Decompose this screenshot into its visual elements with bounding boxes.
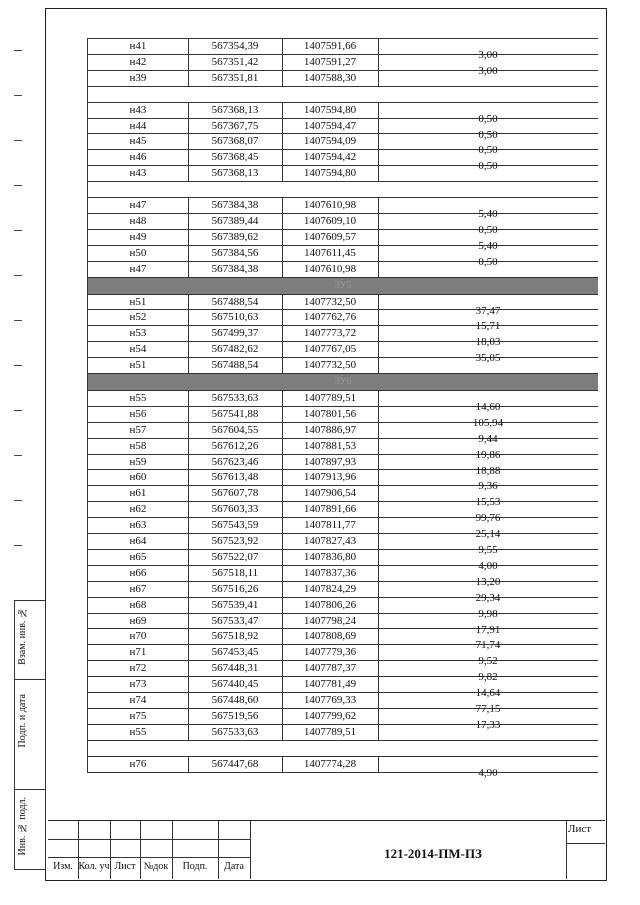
point-name-cell: н39 (88, 71, 189, 86)
table-section-row (88, 374, 598, 391)
point-name-cell: н47 (88, 262, 189, 277)
coord-x-cell: 567354,39 (188, 39, 283, 54)
coord-x-cell: 567482,62 (188, 342, 283, 357)
coord-y-cell: 1407594,09 (282, 134, 379, 149)
segment-length-cell (378, 262, 598, 277)
coord-x-cell: 567516,26 (188, 582, 283, 597)
coord-x-cell: 567488,54 (188, 358, 283, 373)
coord-x-cell: 567351,42 (188, 55, 283, 70)
point-name-cell: н52 (88, 310, 189, 325)
coord-y-cell: 1407836,80 (282, 550, 379, 565)
segment-length-cell: 9,55 (478, 544, 498, 557)
segment-length-cell: 9,36 (478, 480, 498, 493)
sheet-label: Лист (568, 823, 592, 835)
margin-tick (14, 365, 22, 366)
coord-y-cell: 1407611,45 (282, 246, 379, 261)
point-name-cell: н44 (88, 119, 189, 134)
coord-y-cell: 1407806,26 (282, 598, 379, 613)
table-row (88, 757, 598, 779)
segment-length-cell: 99,76 (475, 512, 501, 525)
segment-length-cell: 17,33 (475, 718, 501, 731)
table-row (88, 310, 598, 333)
point-name-cell: н62 (88, 502, 189, 517)
stamp-header-docnum: №док (143, 861, 169, 872)
point-name-cell: н66 (88, 566, 189, 581)
point-name-cell: н61 (88, 486, 189, 501)
segment-length-cell: 15,71 (475, 320, 501, 333)
table-row (88, 230, 598, 252)
coord-x-cell: 567440,45 (188, 677, 283, 692)
segment-length-cell: 71,74 (475, 639, 501, 652)
segment-length-cell: 0,50 (478, 160, 498, 173)
point-name-cell: н51 (88, 295, 189, 310)
table-separator-row (88, 182, 598, 198)
table-row (88, 550, 598, 572)
table-row (88, 166, 598, 182)
coord-y-cell: 1407801,56 (282, 407, 379, 422)
stamp-header-date: Дата (224, 861, 244, 872)
section-label: ЗУ6 (334, 376, 352, 388)
point-name-cell: н47 (88, 198, 189, 213)
table-row (88, 55, 598, 77)
point-name-cell: н41 (88, 39, 189, 54)
coord-x-cell: 567523,92 (188, 534, 283, 549)
coord-y-cell: 1407767,05 (282, 342, 379, 357)
table-separator-row (88, 741, 598, 757)
point-name-cell: н70 (88, 629, 189, 644)
coord-x-cell: 567447,68 (188, 757, 283, 772)
table-row (88, 119, 598, 141)
point-name-cell: н53 (88, 326, 189, 341)
margin-tick (14, 140, 22, 141)
side-label-inv: Инв. № подл. (17, 797, 28, 856)
stamp-header-count: Кол. уч (78, 861, 110, 872)
side-cell-inv (15, 789, 45, 869)
coord-y-cell: 1407897,93 (282, 455, 379, 470)
coord-y-cell: 1407588,30 (282, 71, 379, 86)
table-row (88, 629, 598, 652)
segment-length-cell: 18,03 (475, 336, 501, 349)
coord-x-cell: 567604,55 (188, 423, 283, 438)
segment-length-cell (378, 166, 598, 181)
coord-y-cell: 1407610,98 (282, 198, 379, 213)
coord-y-cell: 1407789,51 (282, 391, 379, 406)
table-row (88, 486, 598, 509)
segment-length-cell: 14,60 (475, 401, 501, 414)
segment-length-cell: 9,98 (478, 607, 498, 620)
segment-length-cell: 14,64 (475, 687, 501, 700)
coord-x-cell: 567488,54 (188, 295, 283, 310)
table-row (88, 693, 598, 715)
point-name-cell: н68 (88, 598, 189, 613)
coord-y-cell: 1407781,49 (282, 677, 379, 692)
point-name-cell: н50 (88, 246, 189, 261)
point-name-cell: н49 (88, 230, 189, 245)
coord-y-cell: 1407837,36 (282, 566, 379, 581)
segment-length-cell: 37,47 (475, 304, 501, 317)
table-row (88, 71, 598, 87)
coord-x-cell: 567368,13 (188, 166, 283, 181)
coord-y-cell: 1407732,50 (282, 295, 379, 310)
point-name-cell: н43 (88, 103, 189, 118)
segment-length-cell: 15,53 (475, 496, 501, 509)
coord-x-cell: 567384,56 (188, 246, 283, 261)
segment-length-cell: 3,00 (478, 64, 498, 77)
coord-y-cell: 1407787,37 (282, 661, 379, 676)
coord-y-cell: 1407774,28 (282, 757, 379, 772)
coord-x-cell: 567603,33 (188, 502, 283, 517)
coord-y-cell: 1407769,33 (282, 693, 379, 708)
side-label-sign: Подп. и дата (17, 694, 28, 748)
point-name-cell: н57 (88, 423, 189, 438)
segment-length-cell (378, 358, 598, 373)
coord-y-cell: 1407732,50 (282, 358, 379, 373)
segment-length-cell: 35,05 (475, 352, 501, 365)
coord-y-cell: 1407891,66 (282, 502, 379, 517)
coord-x-cell: 567368,07 (188, 134, 283, 149)
margin-tick (14, 230, 22, 231)
segment-length-cell: 77,15 (475, 702, 501, 715)
coord-y-cell: 1407881,53 (282, 439, 379, 454)
table-row (88, 725, 598, 741)
coord-y-cell: 1407594,42 (282, 150, 379, 165)
coord-y-cell: 1407594,47 (282, 119, 379, 134)
coord-x-cell: 567518,92 (188, 629, 283, 644)
segment-length-cell (378, 725, 598, 740)
margin-tick (14, 410, 22, 411)
coord-x-cell: 567368,13 (188, 103, 283, 118)
document-code: 121-2014-ПМ-ПЗ (384, 846, 482, 861)
segment-length-cell: 0,50 (478, 224, 498, 237)
coord-y-cell: 1407762,76 (282, 310, 379, 325)
point-name-cell: н59 (88, 455, 189, 470)
point-name-cell: н76 (88, 757, 189, 772)
coord-y-cell: 1407886,97 (282, 423, 379, 438)
stamp-header-sheet: Лист (114, 861, 136, 872)
point-name-cell: н55 (88, 391, 189, 406)
margin-tick (14, 545, 22, 546)
coord-y-cell: 1407913,96 (282, 470, 379, 485)
table-row (88, 709, 598, 731)
table-section-row (88, 278, 598, 295)
table-row (88, 661, 598, 684)
point-name-cell: н42 (88, 55, 189, 70)
table-row (88, 246, 598, 268)
coord-x-cell: 567519,56 (188, 709, 283, 724)
segment-length-cell: 29,34 (475, 591, 501, 604)
segment-length-cell: 105,94 (472, 416, 504, 429)
table-row (88, 262, 598, 278)
table-row (88, 342, 598, 365)
coord-y-cell: 1407779,36 (282, 645, 379, 660)
coord-x-cell: 567384,38 (188, 262, 283, 277)
coord-y-cell: 1407906,54 (282, 486, 379, 501)
point-name-cell: н65 (88, 550, 189, 565)
point-name-cell: н73 (88, 677, 189, 692)
segment-length-cell: 4,00 (478, 559, 498, 572)
coord-x-cell: 567368,45 (188, 150, 283, 165)
point-name-cell: н74 (88, 693, 189, 708)
table-row (88, 134, 598, 157)
segment-length-cell: 18,88 (475, 464, 501, 477)
coord-x-cell: 567510,63 (188, 310, 283, 325)
point-name-cell: н63 (88, 518, 189, 533)
side-label-replace: Взам. инв. № (17, 607, 28, 665)
coord-y-cell: 1407591,27 (282, 55, 379, 70)
coord-x-cell: 567351,81 (188, 71, 283, 86)
coord-y-cell: 1407609,57 (282, 230, 379, 245)
segment-length-cell: 13,20 (475, 575, 501, 588)
coord-x-cell: 567384,38 (188, 198, 283, 213)
point-name-cell: н56 (88, 407, 189, 422)
table-row (88, 598, 598, 620)
margin-tick (14, 320, 22, 321)
point-name-cell: н75 (88, 709, 189, 724)
coord-x-cell: 567522,07 (188, 550, 283, 565)
coord-y-cell: 1407811,77 (282, 518, 379, 533)
side-cell-sign (15, 679, 45, 790)
coord-x-cell: 567543,59 (188, 518, 283, 533)
point-name-cell: н48 (88, 214, 189, 229)
segment-length-cell: 0,50 (478, 144, 498, 157)
point-name-cell: н64 (88, 534, 189, 549)
table-row (88, 502, 598, 525)
coord-x-cell: 567539,41 (188, 598, 283, 613)
coord-y-cell: 1407808,69 (282, 629, 379, 644)
coord-y-cell: 1407594,80 (282, 103, 379, 118)
coord-x-cell: 567518,11 (188, 566, 283, 581)
coord-x-cell: 567389,62 (188, 230, 283, 245)
coordinates-table (87, 38, 598, 779)
coord-x-cell: 567533,63 (188, 725, 283, 740)
coord-x-cell: 567607,78 (188, 486, 283, 501)
table-row (88, 470, 598, 493)
coord-x-cell: 567448,60 (188, 693, 283, 708)
coord-x-cell: 567533,63 (188, 391, 283, 406)
segment-length-cell: 0,50 (478, 112, 498, 125)
margin-tick (14, 455, 22, 456)
point-name-cell: н55 (88, 725, 189, 740)
segment-length-cell: 9,82 (478, 671, 498, 684)
table-row (88, 423, 598, 445)
point-name-cell: н67 (88, 582, 189, 597)
point-name-cell: н45 (88, 134, 189, 149)
coord-x-cell: 567612,26 (188, 439, 283, 454)
side-stamp (14, 600, 46, 870)
section-label: ЗУ5 (334, 279, 352, 291)
margin-tick (14, 95, 22, 96)
stamp-header-sign: Подп. (182, 861, 208, 872)
coord-y-cell: 1407591,66 (282, 39, 379, 54)
coord-y-cell: 1407773,72 (282, 326, 379, 341)
point-name-cell: н54 (88, 342, 189, 357)
segment-length-cell: 9,52 (478, 655, 498, 668)
point-name-cell: н58 (88, 439, 189, 454)
table-row (88, 39, 598, 61)
margin-tick (14, 50, 22, 51)
margin-tick (14, 185, 22, 186)
coord-y-cell: 1407798,24 (282, 614, 379, 629)
segment-length-cell: 25,14 (475, 528, 501, 541)
table-row (88, 582, 598, 604)
coord-x-cell: 567613,48 (188, 470, 283, 485)
table-row (88, 326, 598, 349)
point-name-cell: н71 (88, 645, 189, 660)
segment-length-cell (378, 71, 598, 86)
table-row (88, 614, 598, 636)
coord-y-cell: 1407799,62 (282, 709, 379, 724)
segment-length-cell: 9,44 (478, 432, 498, 445)
point-name-cell: н72 (88, 661, 189, 676)
table-row (88, 455, 598, 477)
coord-y-cell: 1407827,43 (282, 534, 379, 549)
table-row (88, 358, 598, 374)
title-block (48, 820, 605, 879)
segment-length-cell: 0,50 (478, 255, 498, 268)
point-name-cell: н43 (88, 166, 189, 181)
segment-length-cell: 4,90 (478, 766, 498, 779)
coord-y-cell: 1407610,98 (282, 262, 379, 277)
coord-x-cell: 567367,75 (188, 119, 283, 134)
coord-x-cell: 567541,88 (188, 407, 283, 422)
table-row (88, 150, 598, 173)
margin-tick (14, 275, 22, 276)
segment-length-cell: 17,91 (475, 623, 501, 636)
point-name-cell: н46 (88, 150, 189, 165)
table-row (88, 645, 598, 668)
segment-length-cell: 5,40 (478, 239, 498, 252)
coord-y-cell: 1407789,51 (282, 725, 379, 740)
table-row (88, 295, 598, 317)
coord-y-cell: 1407824,29 (282, 582, 379, 597)
coord-y-cell: 1407609,10 (282, 214, 379, 229)
table-row (88, 198, 598, 221)
coord-y-cell: 1407594,80 (282, 166, 379, 181)
margin-tick (14, 500, 22, 501)
table-row (88, 566, 598, 588)
table-row (88, 407, 598, 429)
segment-length-cell: 19,86 (475, 448, 501, 461)
table-row (88, 103, 598, 125)
segment-length-cell: 3,00 (478, 49, 498, 61)
point-name-cell: н69 (88, 614, 189, 629)
table-row (88, 518, 598, 541)
table-row (88, 439, 598, 461)
coord-x-cell: 567389,44 (188, 214, 283, 229)
coord-x-cell: 567448,31 (188, 661, 283, 676)
point-name-cell: н51 (88, 358, 189, 373)
stamp-header-change: Изм. (53, 861, 73, 872)
segment-length-cell: 5,40 (478, 208, 498, 221)
coord-x-cell: 567623,46 (188, 455, 283, 470)
coord-x-cell: 567499,37 (188, 326, 283, 341)
coord-x-cell: 567533,47 (188, 614, 283, 629)
point-name-cell: н60 (88, 470, 189, 485)
side-cell-replace (15, 601, 45, 680)
coord-x-cell: 567453,45 (188, 645, 283, 660)
table-separator-row (88, 87, 598, 103)
segment-length-cell: 0,50 (478, 128, 498, 141)
